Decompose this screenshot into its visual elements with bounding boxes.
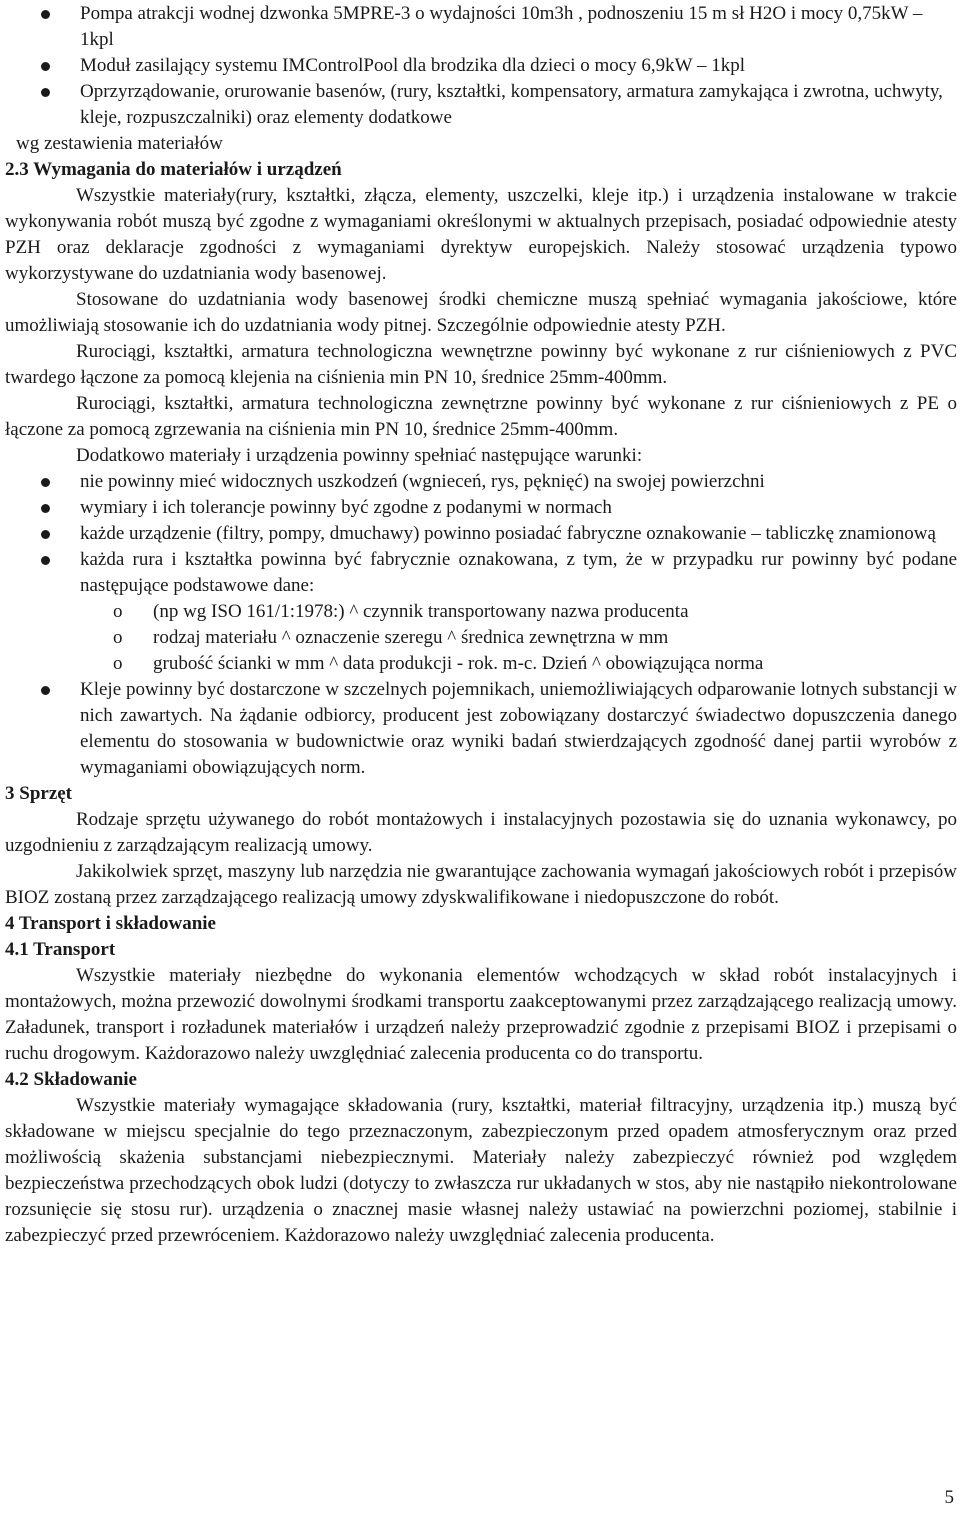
list-item-text: Oprzyrządowanie, orurowanie basenów, (rury, kształtki, kompensatory, armatura zamykająca i zwrotna, uchwyty, kleje, rozpuszczalniki) oraz elementy dodatkowe — [80, 81, 943, 128]
list-item — [5, 79, 957, 131]
paragraph: Wszystkie materiały(rury, kształtki, złącza, elementy, uszczelki, kleje itp.) i urządzenia instalowane w trakcie wykonywania robót muszą być zgodne z wymaganiami określonymi w aktualnych przepisach, posiadać odpowiednie atesty PZH oraz deklaracje zgodności z wymaganiami dyrektyw europejskich. Należy stosować urządzenia typowo wykorzystywane do uzdatniania wody basenowej. — [5, 185, 957, 284]
section-heading: 3 Sprzęt — [5, 783, 73, 804]
list-item-text: nie powinny mieć widocznych uszkodzeń (wgnieceń, rys, pęknięć) na swojej powierzchni — [80, 471, 765, 492]
bullet-icon — [41, 88, 50, 97]
circle-bullet-icon: o — [113, 653, 123, 674]
sub-list-item — [5, 625, 957, 651]
section-heading: 4 Transport i składowanie — [5, 913, 216, 934]
list-item-text: wymiary i ich tolerancje powinny być zgodne z podanymi w normach — [80, 497, 612, 518]
paragraph: Jakikolwiek sprzęt, maszyny lub narzędzia nie gwarantujące zachowania wymagań jakościowych robót i przepisów BIOZ zostaną przez zarządzającego realizacją umowy zdyskwalifikowane i niedopuszczone do robót. — [5, 861, 957, 908]
list-item — [5, 1, 957, 53]
list-item-text: Kleje powinny być dostarczone w szczelnych pojemnikach, uniemożliwiających odparowanie lotnych substancji w nich zawartych. Na żądanie odbiorcy, producent jest zobowiązany dostarczyć świadectwo dopuszczenia danego elementu do stosowania w budownictwie oraz wyniki badań stwierdzających zgodność danej partii wyrobów z wymaganiami obowiązujących norm. — [80, 679, 957, 778]
subsection-heading: 4.2 Składowanie — [5, 1069, 137, 1090]
sub-list-item-text: (np wg ISO 161/1:1978:) ^ czynnik transportowany nazwa producenta — [153, 601, 689, 622]
bullet-icon — [41, 62, 50, 71]
bullet-icon — [41, 556, 50, 565]
circle-bullet-icon: o — [113, 627, 123, 648]
list-item — [5, 495, 957, 521]
bullet-icon — [41, 10, 50, 19]
list-continuation: wg zestawienia materiałów — [16, 133, 223, 154]
bullet-icon — [41, 478, 50, 487]
sub-list-item — [5, 651, 957, 677]
page-number: 5 — [944, 1487, 954, 1508]
circle-bullet-icon: o — [113, 601, 123, 622]
section-heading: 2.3 Wymagania do materiałów i urządzeń — [5, 159, 342, 180]
list-item — [5, 469, 957, 495]
list-item-text: Pompa atrakcji wodnej dzwonka 5MPRE-3 o wydajności 10m3h , podnoszeniu 15 m sł H2O i mocy 0,75kW – 1kpl — [80, 3, 923, 50]
paragraph: Wszystkie materiały niezbędne do wykonania elementów wchodzących w skład robót instalacyjnych i montażowych, można przewozić dowolnymi środkami transportu zaakceptowanymi przez zarządzającego realizacją umowy. Załadunek, transport i rozładunek materiałów i urządzeń należy przeprowadzić zgodnie z przepisami BIOZ i przepisami o ruchu drogowym. Każdorazowo należy uwzględniać zalecenia producenta co do transportu. — [5, 965, 957, 1064]
list-item — [5, 677, 957, 781]
list-item-text: każde urządzenie (filtry, pompy, dmuchawy) powinno posiadać fabryczne oznakowanie – tabliczkę znamionową — [80, 523, 936, 544]
list-item-text: Moduł zasilający systemu IMControlPool dla brodzika dla dzieci o mocy 6,9kW – 1kpl — [80, 55, 746, 76]
bullet-icon — [41, 686, 50, 695]
list-item — [5, 53, 957, 79]
paragraph: Wszystkie materiały wymagające składowania (rury, kształtki, materiał filtracyjny, urządzenia itp.) muszą być składowane w miejscu specjalnie do tego przeznaczonym, zabezpieczonym przed opadem atmosferycznym oraz przed możliwością skażenia substancjami niebezpiecznymi. Materiały należy zabezpieczyć również pod względem bezpieczeństwa przechodzących obok ludzi (dotyczy to zwłaszcza rur układanych w stos, aby nie nastąpiło niekontrolowane rozsunięcie się stosu rur). urządzenia o znacznej masie własnej należy ustawiać na powierzchni poziomej, stabilnie i zabezpieczyć przed przewróceniem. Każdorazowo należy uwzględniać zalecenia producenta. — [5, 1095, 957, 1246]
paragraph: Stosowane do uzdatniania wody basenowej środki chemiczne muszą spełniać wymagania jakościowe, które umożliwiają stosowanie ich do uzdatniania wody pitnej. Szczególnie odpowiednie atesty PZH. — [5, 289, 957, 336]
paragraph: Rurociągi, kształtki, armatura technologiczna wewnętrzne powinny być wykonane z rur ciśnieniowych z PVC twardego łączone za pomocą klejenia na ciśnienia min PN 10, średnice 25mm-400mm. — [5, 341, 957, 388]
paragraph: Rurociągi, kształtki, armatura technologiczna zewnętrzne powinny być wykonane z rur ciśnieniowych z PE o łączone za pomocą zgrzewania na ciśnienia min PN 10, średnice 25mm-400mm. — [5, 393, 957, 440]
bullet-icon — [41, 504, 50, 513]
sub-list-item — [5, 599, 957, 625]
list-item — [5, 521, 957, 547]
document-body — [5, 1, 957, 1249]
paragraph: Dodatkowo materiały i urządzenia powinny spełniać następujące warunki: — [76, 445, 643, 466]
subsection-heading: 4.1 Transport — [5, 939, 116, 960]
list-item-text: każda rura i kształtka powinna być fabrycznie oznakowana, z tym, że w przypadku rur powinny być podane następujące podstawowe dane: — [80, 549, 957, 596]
paragraph: Rodzaje sprzętu używanego do robót montażowych i instalacyjnych pozostawia się do uznania wykonawcy, po uzgodnieniu z zarządzającym realizacją umowy. — [5, 809, 957, 856]
sub-list-item-text: grubość ścianki w mm ^ data produkcji - rok. m-c. Dzień ^ obowiązująca norma — [153, 653, 764, 674]
sub-list-item-text: rodzaj materiału ^ oznaczenie szeregu ^ średnica zewnętrzna w mm — [153, 627, 669, 648]
bullet-icon — [41, 530, 50, 539]
list-item — [5, 547, 957, 599]
